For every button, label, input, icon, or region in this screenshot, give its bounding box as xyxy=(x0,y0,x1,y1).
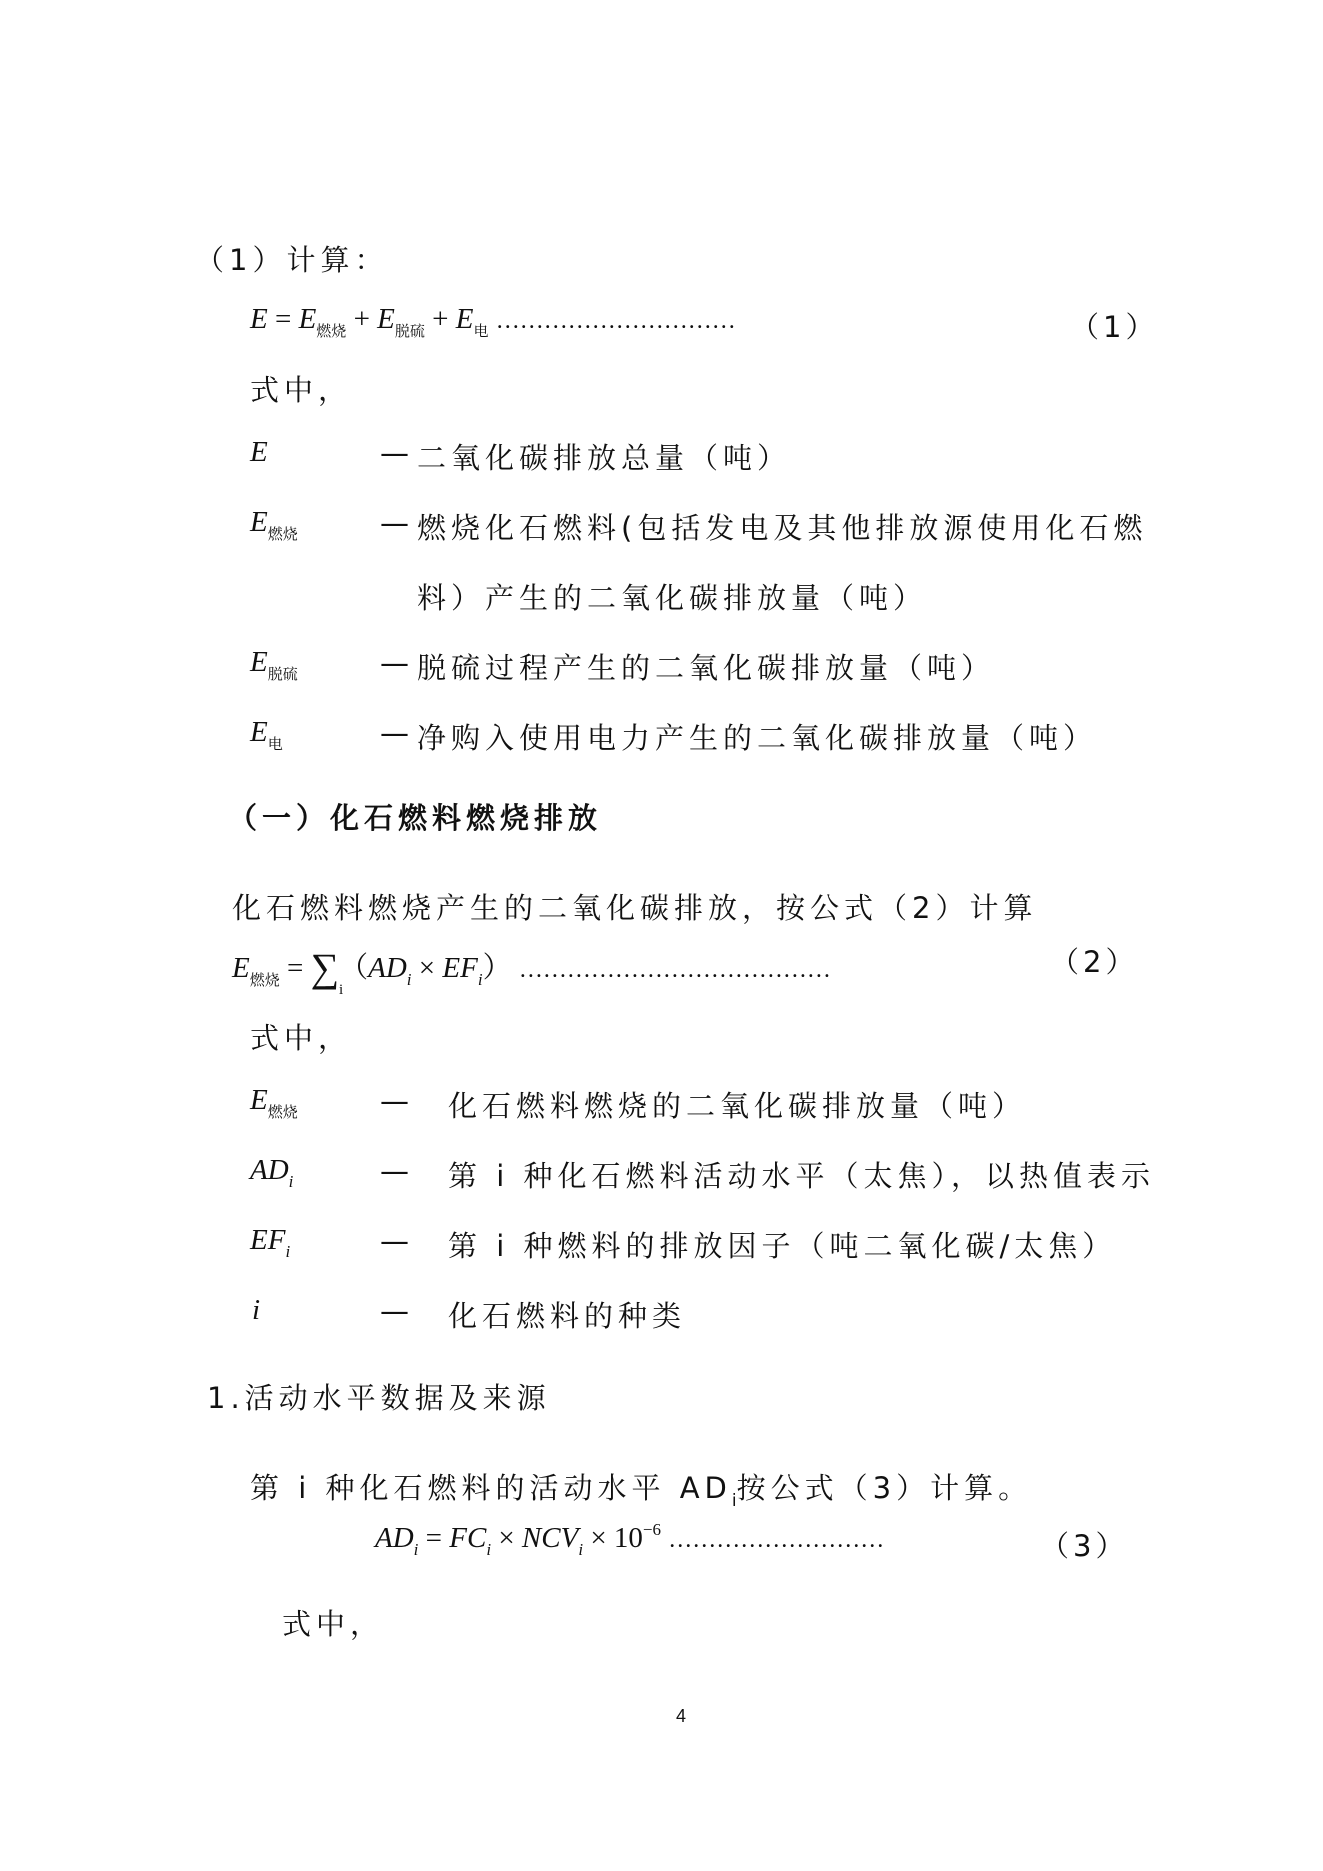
def8-symbol-i: i xyxy=(252,1294,261,1326)
leader-dots: ………………………… xyxy=(495,308,736,334)
equation-1-number: （1） xyxy=(1070,310,1159,344)
def6-symbol-AD: $AD_i$ xyxy=(250,1154,294,1191)
def1-dash: — xyxy=(380,436,414,470)
def6-dash: — xyxy=(380,1154,414,1188)
def2-text-continued: 料）产生的二氧化碳排放量（吨） xyxy=(417,581,928,615)
where-label-1: 式中， xyxy=(250,373,353,407)
def8-text: 化石燃料的种类 xyxy=(448,1299,687,1333)
where-label-3: 式中， xyxy=(282,1607,385,1641)
def4-dash: — xyxy=(380,716,414,750)
def3-text: 脱硫过程产生的二氧化碳排放量（吨） xyxy=(417,651,996,685)
leader-dots: ……………………… xyxy=(668,1527,885,1553)
def2-text: 燃烧化石燃料(包括发电及其他排放源使用化石燃 xyxy=(417,511,1148,545)
def7-dash: — xyxy=(380,1224,414,1258)
equation-3-number: （3） xyxy=(1040,1529,1129,1563)
equation-3: $AD_i = FC_i \times NCV_i \times 10^{-6}$ ……………………… xyxy=(375,1520,885,1559)
section-heading-activity-data: 1.活动水平数据及来源 xyxy=(207,1381,551,1415)
def8-dash: — xyxy=(380,1294,414,1328)
def2-symbol-E-burn: $E_{燃烧}$ xyxy=(250,506,298,543)
equation-2: $E_{燃烧} = \sum(AD_i \times EF_i)$ ………………………………… xyxy=(232,945,831,990)
page-number: 4 xyxy=(676,1706,687,1726)
def7-symbol-EF: $EF_i$ xyxy=(250,1224,291,1261)
equation-2-number: （2） xyxy=(1050,945,1139,979)
section-heading-fossil-fuel: （一）化石燃料燃烧排放 xyxy=(228,801,603,835)
paragraph-fossil-fuel: 化石燃料燃烧产生的二氧化碳排放，按公式（2）计算 xyxy=(232,891,1038,925)
paragraph-activity-level: 第 i 种化石燃料的活动水平 $AD_i$按公式（3）计算。 xyxy=(250,1471,1033,1511)
def7-text: 第 i 种燃料的排放因子（吨二氧化碳/太焦） xyxy=(448,1229,1117,1263)
def4-symbol-E-elec: $E_电$ xyxy=(250,716,283,753)
def5-text: 化石燃料燃烧的二氧化碳排放量（吨） xyxy=(448,1089,1027,1123)
def4-text: 净购入使用电力产生的二氧化碳排放量（吨） xyxy=(417,721,1098,755)
sigma-symbol: ∑ xyxy=(310,945,340,990)
def6-text: 第 i 种化石燃料活动水平（太焦），以热值表示 xyxy=(448,1159,1155,1193)
def2-dash: — xyxy=(380,506,414,540)
section-calc-label: （1）计算： xyxy=(195,243,389,277)
equation-1: $E = E_{燃烧} + E_{脱硫} + E_电$ ………………………… xyxy=(250,303,736,340)
def3-dash: — xyxy=(380,646,414,680)
def1-symbol-E: E xyxy=(250,436,268,468)
sigma-subscript: i xyxy=(339,982,344,998)
def1-text: 二氧化碳排放总量（吨） xyxy=(417,441,792,475)
def5-symbol-E-burn: $E_{燃烧}$ xyxy=(250,1084,298,1121)
where-label-2: 式中， xyxy=(250,1021,353,1055)
def3-symbol-E-desulf: $E_{脱硫}$ xyxy=(250,646,298,683)
leader-dots: ………………………………… xyxy=(518,957,831,983)
def5-dash: — xyxy=(380,1084,414,1118)
